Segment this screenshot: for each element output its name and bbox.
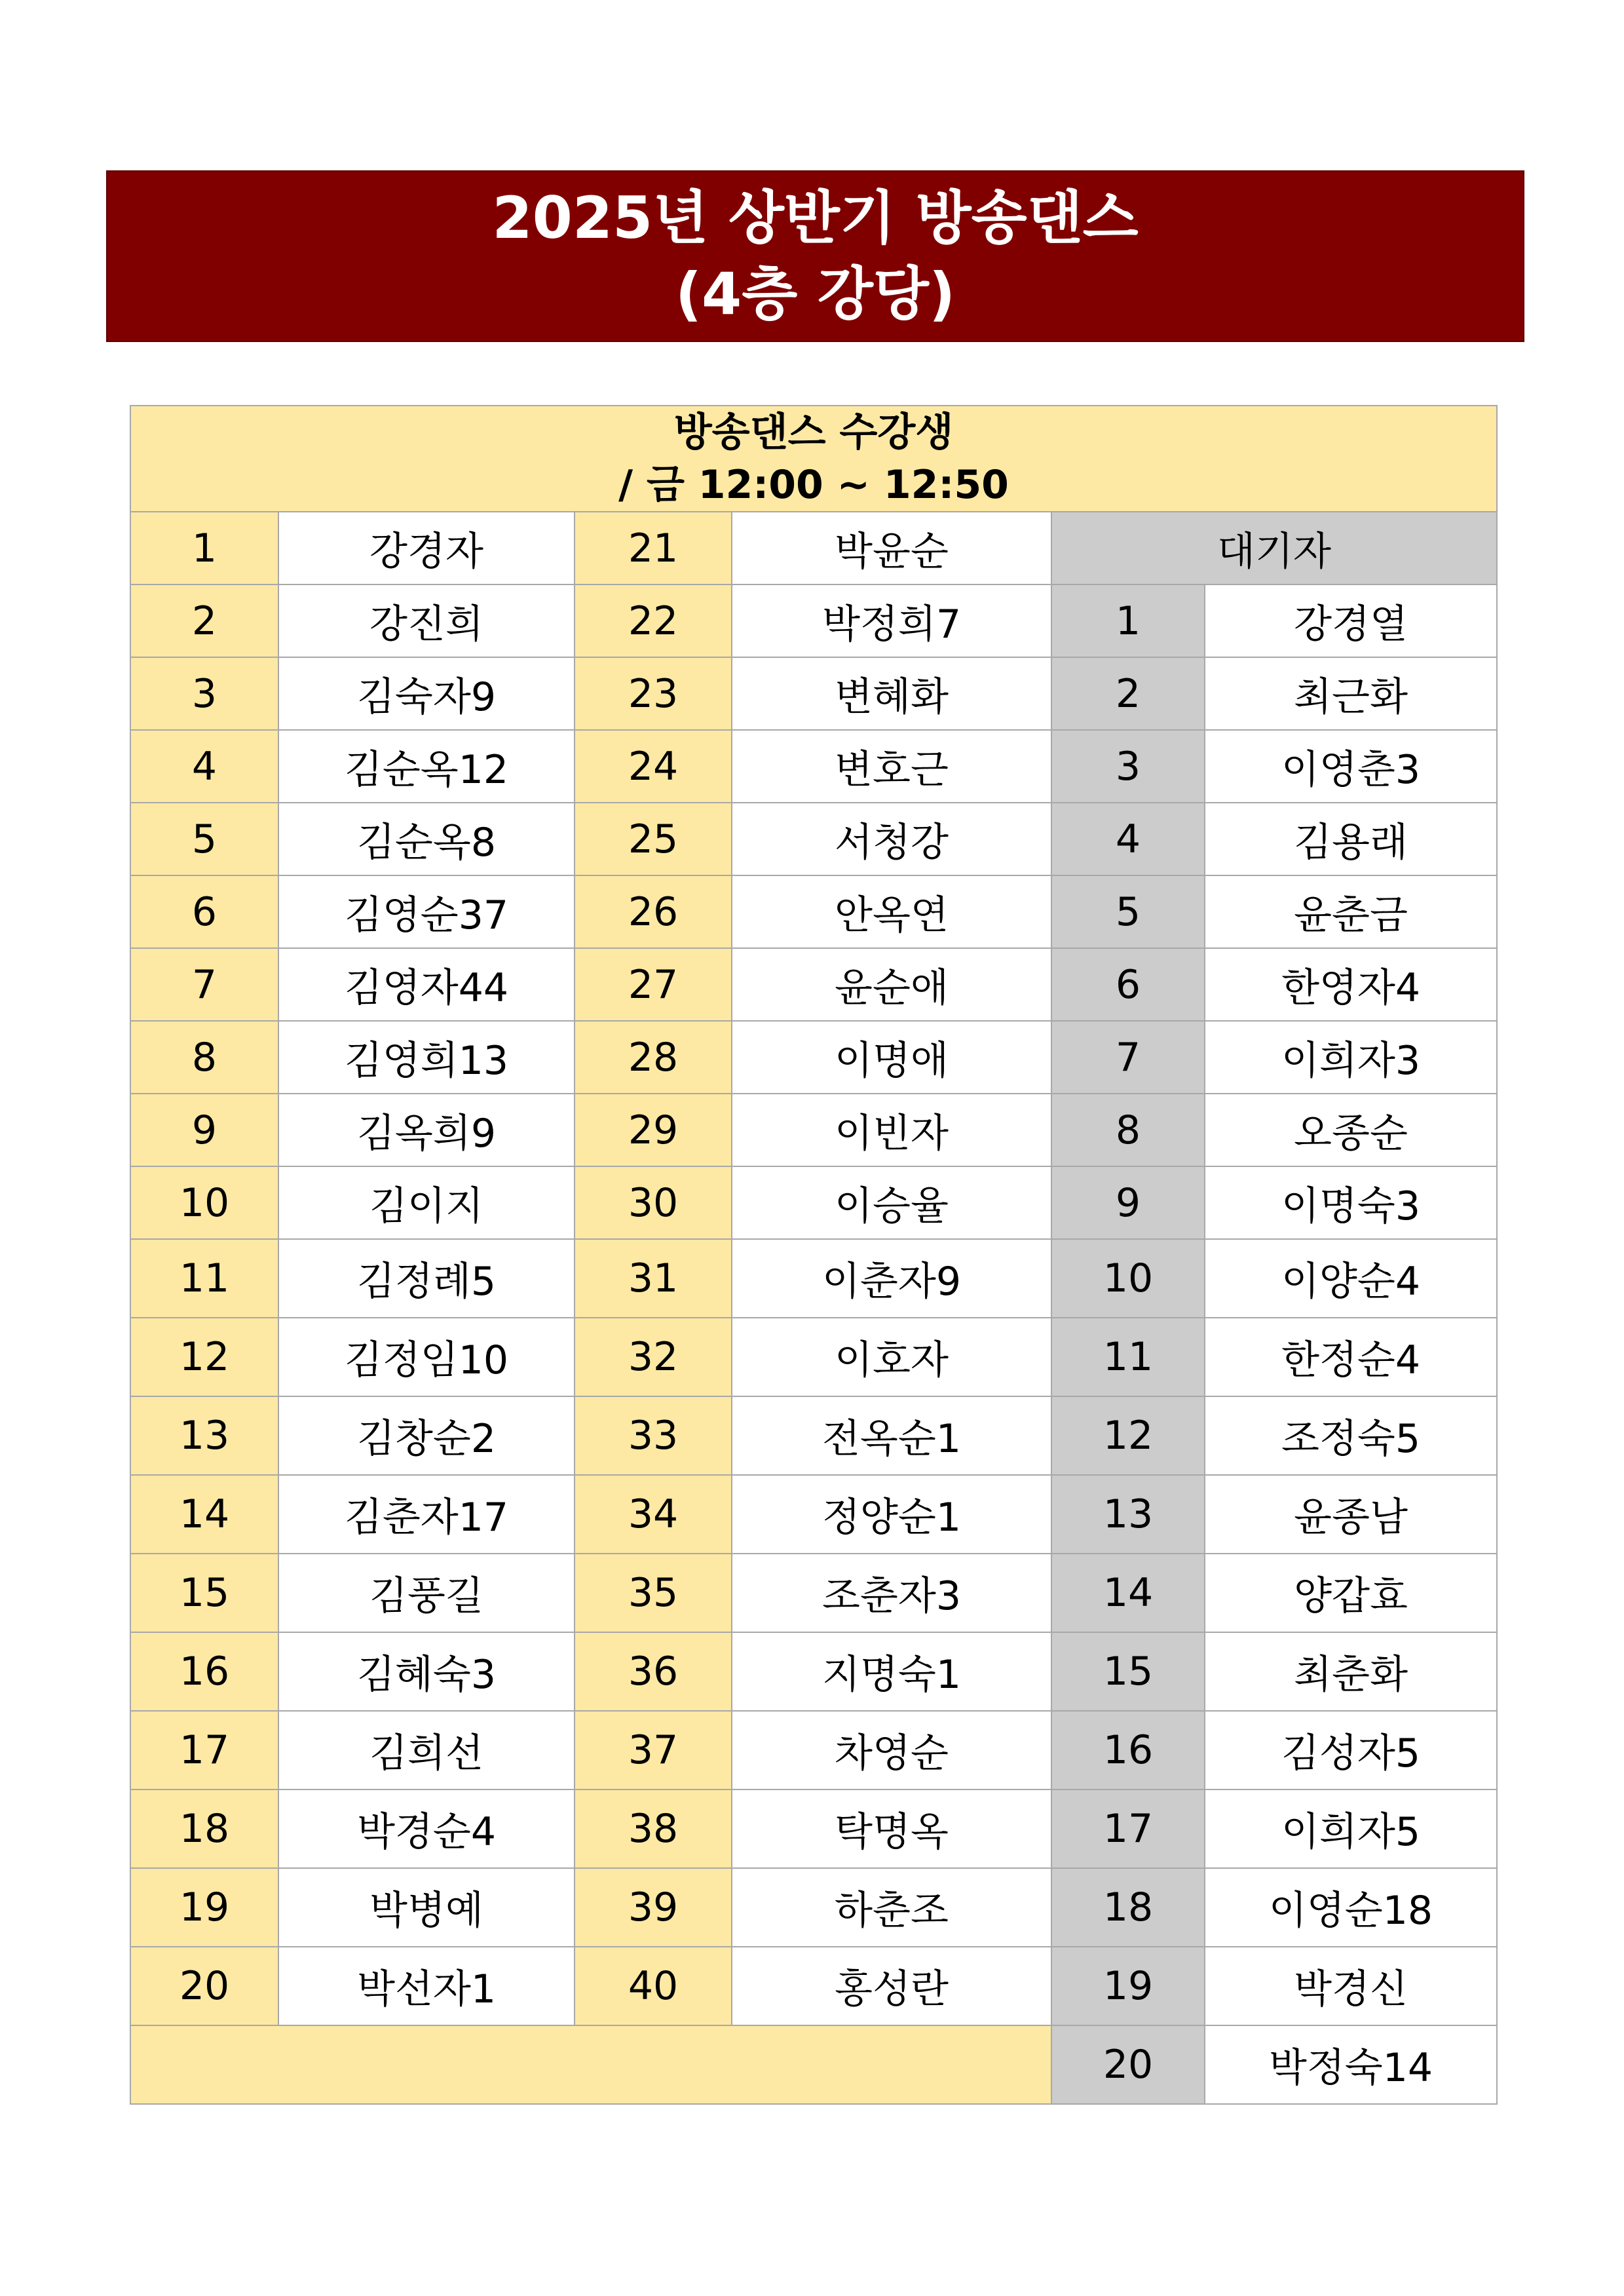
student-name: 탁명옥 [732,1789,1051,1868]
student-name: 강진희 [278,584,575,657]
student-number: 3 [130,657,278,730]
waitlist-number: 17 [1051,1789,1205,1868]
student-name: 윤순애 [732,948,1051,1021]
student-number: 31 [575,1239,732,1318]
student-number: 29 [575,1094,732,1166]
waitlist-name: 조정숙5 [1205,1396,1497,1475]
student-name: 김창순2 [278,1396,575,1475]
student-number: 34 [575,1475,732,1554]
student-name: 이빈자 [732,1094,1051,1166]
waitlist-name: 최춘화 [1205,1632,1497,1711]
table-row [130,875,1497,948]
waitlist-name: 이영순18 [1205,1868,1497,1947]
table-row [130,584,1497,657]
waitlist-number: 5 [1051,875,1205,948]
student-name: 안옥연 [732,875,1051,948]
student-number: 20 [130,1947,278,2025]
empty-filler-cell [130,2025,1051,2104]
student-name: 김희선 [278,1711,575,1789]
table-row [130,948,1497,1021]
waitlist-name: 박경신 [1205,1947,1497,2025]
student-number: 26 [575,875,732,948]
student-number: 17 [130,1711,278,1789]
student-number: 14 [130,1475,278,1554]
student-number: 9 [130,1094,278,1166]
header-schedule: / 금 12:00 ~ 12:50 [618,462,1009,508]
waitlist-number: 10 [1051,1239,1205,1318]
title-line-1: 2025년 상반기 방송댄스 [492,184,1139,252]
student-name: 김순옥8 [278,803,575,875]
table-row [130,657,1497,730]
student-number: 25 [575,803,732,875]
student-name: 변혜화 [732,657,1051,730]
student-number: 40 [575,1947,732,2025]
waitlist-number: 15 [1051,1632,1205,1711]
student-number: 24 [575,730,732,803]
table-row [130,730,1497,803]
waitlist-number: 8 [1051,1094,1205,1166]
waitlist-number: 12 [1051,1396,1205,1475]
student-number: 39 [575,1868,732,1947]
student-number: 18 [130,1789,278,1868]
student-number: 28 [575,1021,732,1094]
table-row [130,1396,1497,1475]
student-number: 35 [575,1554,732,1632]
student-number: 10 [130,1166,278,1239]
student-number: 36 [575,1632,732,1711]
waitlist-name: 한영자4 [1205,948,1497,1021]
student-number: 21 [575,512,732,584]
student-number: 33 [575,1396,732,1475]
table-row [130,1475,1497,1554]
student-number: 16 [130,1632,278,1711]
student-name: 김숙자9 [278,657,575,730]
waitlist-name: 한정순4 [1205,1318,1497,1396]
student-name: 김순옥12 [278,730,575,803]
waitlist-name: 윤춘금 [1205,875,1497,948]
title-line-2: (4층 강당) [675,260,956,328]
student-number: 19 [130,1868,278,1947]
student-name: 김이지 [278,1166,575,1239]
student-name: 김혜숙3 [278,1632,575,1711]
student-number: 37 [575,1711,732,1789]
waitlist-number: 11 [1051,1318,1205,1396]
waitlist-name: 강경열 [1205,584,1497,657]
student-name: 조춘자3 [732,1554,1051,1632]
student-name: 박윤순 [732,512,1051,584]
student-name: 김정임10 [278,1318,575,1396]
student-name: 김춘자17 [278,1475,575,1554]
student-name: 김정례5 [278,1239,575,1318]
student-name: 정양순1 [732,1475,1051,1554]
waitlist-name: 이영춘3 [1205,730,1497,803]
student-name: 서청강 [732,803,1051,875]
student-number: 6 [130,875,278,948]
student-number: 5 [130,803,278,875]
student-number: 11 [130,1239,278,1318]
table-row [130,1021,1497,1094]
student-name: 김풍길 [278,1554,575,1632]
header-class-name: 방송댄스 수강생 [673,410,954,455]
student-number: 12 [130,1318,278,1396]
student-number: 15 [130,1554,278,1632]
table-header [130,406,1497,512]
table-row [130,1789,1497,1868]
waitlist-number: 14 [1051,1554,1205,1632]
waitlist-number: 1 [1051,584,1205,657]
student-name: 지명숙1 [732,1632,1051,1711]
waitlist-number: 7 [1051,1021,1205,1094]
student-name: 김옥희9 [278,1094,575,1166]
student-name: 박선자1 [278,1947,575,2025]
waitlist-number: 6 [1051,948,1205,1021]
student-name: 홍성란 [732,1947,1051,2025]
student-name: 이춘자9 [732,1239,1051,1318]
student-number: 22 [575,584,732,657]
student-name: 김영순37 [278,875,575,948]
waitlist-name: 박정숙14 [1205,2025,1497,2104]
student-number: 2 [130,584,278,657]
student-name: 박정희7 [732,584,1051,657]
table-row [130,1318,1497,1396]
student-number: 38 [575,1789,732,1868]
student-number: 8 [130,1021,278,1094]
student-name: 강경자 [278,512,575,584]
waitlist-name: 양갑효 [1205,1554,1497,1632]
student-number: 32 [575,1318,732,1396]
student-name: 하춘조 [732,1868,1051,1947]
student-name: 차영순 [732,1711,1051,1789]
table-row [130,1166,1497,1239]
table-row [130,1239,1497,1318]
waitlist-name: 김용래 [1205,803,1497,875]
student-number: 4 [130,730,278,803]
waitlist-number: 9 [1051,1166,1205,1239]
waitlist-number: 13 [1051,1475,1205,1554]
waitlist-name: 김성자5 [1205,1711,1497,1789]
waitlist-name: 윤종남 [1205,1475,1497,1554]
waitlist-number: 3 [1051,730,1205,803]
student-name: 이호자 [732,1318,1051,1396]
waitlist-name: 이명숙3 [1205,1166,1497,1239]
student-name: 이승율 [732,1166,1051,1239]
student-name: 박병예 [278,1868,575,1947]
student-number: 23 [575,657,732,730]
student-number: 30 [575,1166,732,1239]
waitlist-name: 이희자5 [1205,1789,1497,1868]
waitlist-name: 최근화 [1205,657,1497,730]
student-number: 7 [130,948,278,1021]
table-row [130,1632,1497,1711]
table-row [130,1094,1497,1166]
roster-table [130,405,1498,2105]
student-name: 변호근 [732,730,1051,803]
student-name: 김영자44 [278,948,575,1021]
waitlist-number: 4 [1051,803,1205,875]
table-row [130,1554,1497,1632]
waitlist-name: 오종순 [1205,1094,1497,1166]
table-row [130,1868,1497,1947]
waitlist-number: 20 [1051,2025,1205,2104]
student-number: 27 [575,948,732,1021]
waitlist-name: 이희자3 [1205,1021,1497,1094]
table-row [130,803,1497,875]
table-row [130,1947,1497,2025]
waitlist-number: 16 [1051,1711,1205,1789]
waitlist-number: 19 [1051,1947,1205,2025]
student-name: 김영희13 [278,1021,575,1094]
table-row [130,512,1497,584]
waitlist-header: 대기자 [1051,512,1497,584]
table-row [130,2025,1497,2104]
waitlist-number: 18 [1051,1868,1205,1947]
student-number: 13 [130,1396,278,1475]
table-row [130,1711,1497,1789]
waitlist-name: 이양순4 [1205,1239,1497,1318]
waitlist-number: 2 [1051,657,1205,730]
student-number: 1 [130,512,278,584]
student-name: 이명애 [732,1021,1051,1094]
student-name: 전옥순1 [732,1396,1051,1475]
student-name: 박경순4 [278,1789,575,1868]
title-banner [106,170,1524,342]
